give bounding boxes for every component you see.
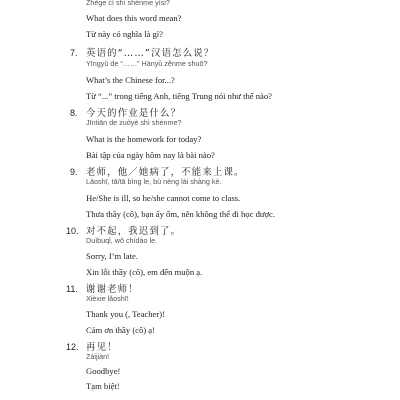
english-line: Sorry, I’m late. xyxy=(86,251,138,261)
english-line: What does this word mean? xyxy=(86,13,182,23)
english-line: What’s the Chinese for...? xyxy=(86,75,175,85)
vietnamese-line: Từ này có nghĩa là gì? xyxy=(86,29,163,39)
vietnamese-line: Bài tập của ngày hôm nay là bài nào? xyxy=(86,150,215,160)
english-line: He/She is ill, so he/she cannot come to class. xyxy=(86,193,241,203)
pinyin-line: Xièxie lǎoshī! xyxy=(86,294,129,303)
vietnamese-line: Xin lỗi thầy (cô), em đến muộn ạ. xyxy=(86,267,203,277)
item-number: 8. xyxy=(70,108,78,118)
item-number: 9. xyxy=(70,167,78,177)
english-line: What is the homework for today? xyxy=(86,134,202,144)
pinyin-line: Duìbuqǐ, wǒ chídào le. xyxy=(86,236,158,245)
pinyin-line: Zàijiàn! xyxy=(86,352,110,361)
chinese-line: 老师，他／她病了，不能来上课。 xyxy=(86,167,245,178)
item-number: 11. xyxy=(66,284,78,294)
chinese-line: 谢谢老师！ xyxy=(86,284,139,295)
vietnamese-line: Từ “...” trong tiếng Anh, tiếng Trung nói như thế nào? xyxy=(86,91,272,101)
chinese-line: 对不起，我迟到了。 xyxy=(86,226,182,237)
item-number: 12. xyxy=(66,342,79,352)
item-number: 7. xyxy=(70,48,78,58)
vietnamese-line: Cảm ơn thầy (cô) ạ! xyxy=(86,325,155,335)
pinyin-line: Lǎoshī, tā/tā bìng le, bù néng lái shàng kè. xyxy=(86,177,222,186)
pinyin-line: Yīngyǔ de “……” Hànyǔ zěnme shuō? xyxy=(86,59,208,68)
pinyin-line: Zhège cí shì shénme yìsi? xyxy=(86,0,170,7)
vietnamese-line: Thưa thầy (cô), bạn ấy ốm, nên không thể đi học được. xyxy=(86,209,276,219)
vietnamese-line: Tạm biệt! xyxy=(86,381,120,391)
english-line: Thank you (, Teacher)! xyxy=(86,309,165,319)
chinese-line: 今天的作业是什么？ xyxy=(86,108,182,119)
english-line: Goodbye! xyxy=(86,366,121,376)
item-number: 10. xyxy=(66,226,79,236)
pinyin-line: Jīntiān de zuòyè shì shénme? xyxy=(86,118,182,127)
chinese-line: 再见！ xyxy=(86,342,118,353)
chinese-line: 英语的“……”汉语怎么说？ xyxy=(86,48,215,59)
